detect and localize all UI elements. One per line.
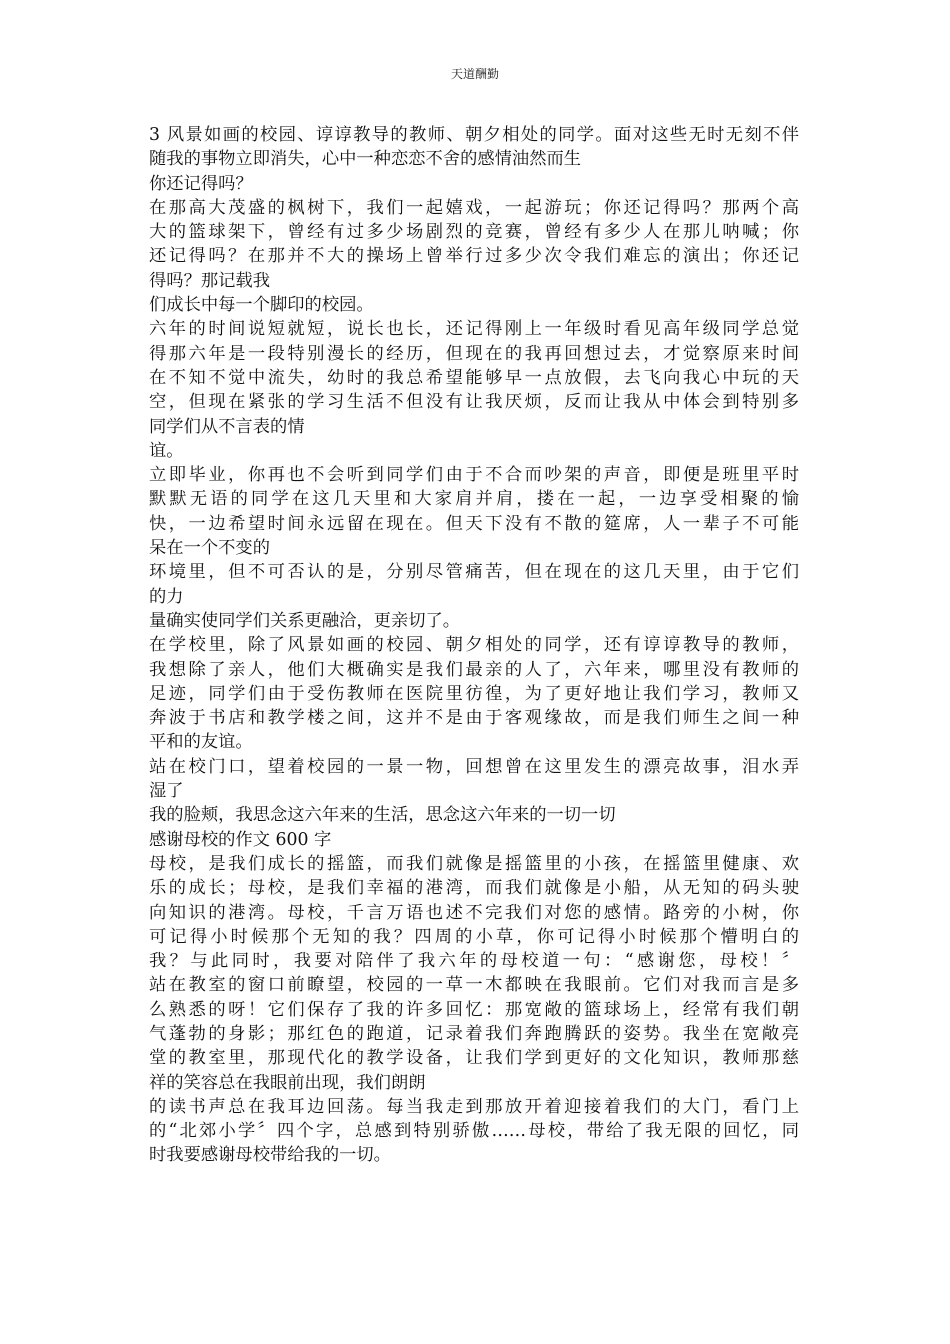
text-line: 么熟悉的呀！它们保存了我的许多回忆：那宽敞的篮球场上，经常有我们朝 — [149, 999, 799, 1020]
document-body — [149, 123, 799, 1168]
text-line: 的“北郊小学〞四个字，总感到特别骄傲……母校，带给了我无限的回忆，同 — [149, 1121, 799, 1142]
text-line: 我的脸颊，我思念这六年来的生活，思念这六年来的一切一切 — [149, 805, 616, 826]
text-line: 向知识的港湾。母校，千言万语也述不完我们对您的感情。路旁的小树，你 — [149, 902, 799, 923]
text-line: 得吗？那记载我 — [149, 270, 270, 291]
text-line: 母校，是我们成长的摇篮，而我们就像是摇篮里的小孩，在摇篮里健康、欢 — [149, 853, 799, 874]
text-line: 站在教室的窗口前瞭望，校园的一草一木都映在我眼前。它们对我而言是多 — [149, 975, 799, 996]
text-line: 随我的事物立即消失，心中一种恋恋不舍的感情油然而生 — [149, 149, 582, 170]
text-line: 足迹，同学们由于受伤教师在医院里彷徨，为了更好地让我们学习，教师又 — [149, 683, 799, 704]
text-line: 3 风景如画的校园、谆谆教导的教师、朝夕相处的同学。面对这些无时无刻不伴 — [149, 125, 799, 145]
text-line: 乐的成长；母校，是我们幸福的港湾，而我们就像是小船，从无知的码头驶 — [149, 878, 799, 899]
text-line: 谊。 — [149, 440, 184, 461]
text-line: 感谢母校的作文 600 字 — [149, 829, 332, 850]
page-header: 天道酬勤 — [450, 67, 499, 81]
text-line: 的力 — [149, 586, 184, 607]
text-line: 站在校门口，望着校园的一景一物，回想曾在这里发生的漂亮故事，泪水弄 — [149, 756, 799, 777]
text-line: 呆在一个不变的 — [149, 538, 270, 559]
text-line: 默默无语的同学在这几天里和大家肩并肩，搂在一起，一边享受相聚的愉 — [149, 489, 799, 510]
text-line: 我？与此同时，我要对陪伴了我六年的母校道一句：“感谢您，母校！〞 — [149, 951, 799, 972]
text-line: 在那高大茂盛的枫树下，我们一起嬉戏，一起游玩；你还记得吗？那两个高 — [149, 197, 799, 218]
text-line: 祥的笑容总在我眼前出现，我们朗朗 — [149, 1072, 426, 1093]
text-line: 你还记得吗？ — [149, 173, 253, 194]
text-line: 在不知不觉中流失，幼时的我总希望能够早一点放假，去飞向我心中玩的天 — [149, 367, 799, 388]
text-line: 时我要感谢母校带给我的一切。 — [149, 1145, 391, 1166]
text-line: 大的篮球架下，曾经有过多少场剧烈的竞赛，曾经有多少人在那儿呐喊；你 — [149, 222, 799, 243]
text-line: 奔波于书店和教学楼之间，这并不是由于客观缘故，而是我们师生之间一种 — [149, 708, 799, 729]
text-line: 气蓬勃的身影；那红色的跑道，记录着我们奔跑腾跃的姿势。我坐在宽敞亮 — [149, 1023, 799, 1044]
text-line: 湿了 — [149, 781, 184, 802]
text-line: 可记得小时候那个无知的我？四周的小草，你可记得小时候那个懵明白的 — [149, 926, 799, 947]
text-line: 的读书声总在我耳边回荡。每当我走到那放开着迎接着我们的大门，看门上 — [149, 1096, 799, 1117]
text-line: 在学校里，除了风景如画的校园、朝夕相处的同学，还有谆谆教导的教师， — [149, 635, 799, 656]
text-line: 得那六年是一段特别漫长的经历，但现在的我再回想过去，才觉察原来时间 — [149, 343, 799, 364]
text-line: 还记得吗？在那并不大的操场上曾举行过多少次令我们难忘的演出；你还记 — [149, 246, 799, 267]
text-line: 堂的教室里，那现代化的教学设备，让我们学到更好的文化知识，教师那慈 — [149, 1048, 799, 1069]
text-line: 量确实使同学们关系更融洽，更亲切了。 — [149, 610, 461, 631]
text-line: 六年的时间说短就短，说长也长，还记得刚上一年级时看见高年级同学总觉 — [149, 319, 799, 340]
text-line: 空，但现在紧张的学习生活不但没有让我厌烦，反而让我从中体会到特别多 — [149, 392, 799, 413]
text-line: 同学们从不言表的情 — [149, 416, 305, 437]
text-line: 环境里，但不可否认的是，分别尽管痛苦，但在现在的这几天里，由于它们 — [149, 562, 799, 583]
text-line: 快，一边希望时间永远留在现在。但天下没有不散的筵席，人一辈子不可能 — [149, 513, 799, 534]
text-line: 平和的友谊。 — [149, 732, 253, 753]
text-line: 们成长中每一个脚印的校园。 — [149, 295, 374, 316]
text-line: 立即毕业，你再也不会听到同学们由于不合而吵架的声音，即便是班里平时 — [149, 465, 799, 486]
text-line: 我想除了亲人，他们大概确实是我们最亲的人了，六年来，哪里没有教师的 — [149, 659, 799, 680]
